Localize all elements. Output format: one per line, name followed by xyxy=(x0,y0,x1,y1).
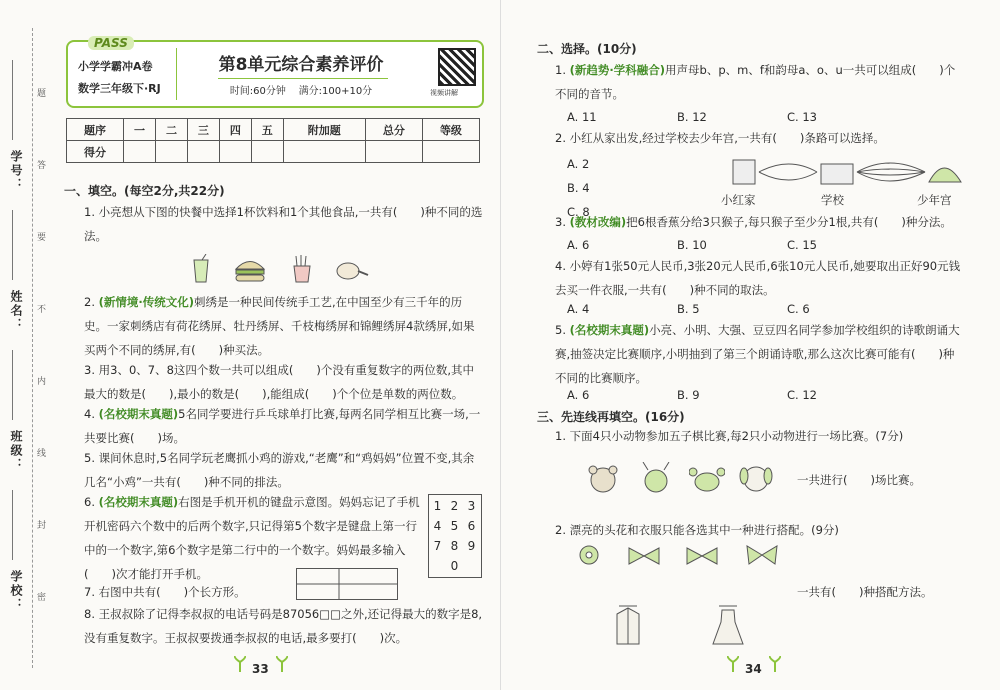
phone-keypad xyxy=(428,494,482,578)
flower-hairpin-icon xyxy=(575,544,603,570)
burger-icon xyxy=(234,256,266,288)
exam-meta xyxy=(186,82,416,97)
choice-3-options xyxy=(567,238,907,252)
seal-char: 内 xyxy=(37,377,47,387)
question-tag: (名校期末真题) xyxy=(98,495,179,509)
keypad-key: 2 xyxy=(450,499,459,513)
option-a[interactable]: A. 11 xyxy=(567,110,597,124)
section-2-heading: 二、选择。(10分) xyxy=(537,42,637,56)
choice-2: 2. 小红从家出发,经过学校去少年宫,一共有( )条路可以选择。 xyxy=(555,131,885,145)
student-id-label: 学号： xyxy=(9,150,23,192)
time-limit: 时间:60分钟 xyxy=(229,86,286,97)
option-b[interactable]: B. 10 xyxy=(677,238,707,252)
question-2-text: 刺绣是一种民间传统手工艺,在中国至少有三千年的历史。一家刺绣店有荷花绣屏、牡丹绣屏、千枝梅绣屏和锦鲤绣屏4款绣屏,如果买两个不同的绣屏,有( )种买法。 xyxy=(84,295,475,357)
table-cell: 五 xyxy=(251,119,283,141)
question-1: 1. 小亮想从下图的快餐中选择1杯饮料和1个其他食品,一共有( )种不同的选法。 xyxy=(84,205,483,243)
grade-label: 数学三年级下·RJ xyxy=(78,82,161,95)
keypad-key: 9 xyxy=(467,539,476,553)
option-c[interactable]: C. 15 xyxy=(787,238,817,252)
keypad-key: 5 xyxy=(450,519,459,533)
question-6: 6. (名校期末真题)右图是手机开机的键盘示意图。妈妈忘记了手机开机密码六个数中的后两个数字,只记得第5个数字是键盘上第一行中的一个数字,第6个数字是第二行中的一个数字。妈妈最多输入( )次才能打开手机。 xyxy=(84,495,420,581)
score-table xyxy=(66,118,480,163)
keypad-key: 3 xyxy=(467,499,476,513)
school-field[interactable] xyxy=(12,490,13,560)
option-b[interactable]: B. 12 xyxy=(677,110,707,124)
qr-caption: 视频讲解 xyxy=(430,89,458,97)
option-c[interactable]: C. 13 xyxy=(787,110,817,124)
question-7: 7. 右图中共有( )个长方形。 xyxy=(84,585,246,599)
option-b[interactable]: B. 4 xyxy=(567,181,590,195)
link-2: 2. 漂亮的头花和衣服只能各选其中一种进行搭配。(9分) xyxy=(555,523,839,537)
option-a[interactable]: A. 6 xyxy=(567,238,590,252)
choice-5: 5. (名校期末真题)小亮、小明、大强、豆豆四名同学参加学校组织的诗歌朗诵大赛,抽签决定比赛顺序,小明抽到了第三个朗诵诗歌,那么这次比赛可能有( )种不同的比赛顺序。 xyxy=(555,323,960,385)
rectangle-figure xyxy=(296,568,398,600)
table-cell: 一 xyxy=(124,119,156,141)
question-tag: (名校期末真题) xyxy=(98,407,179,421)
name-label: 姓名： xyxy=(9,290,23,332)
table-cell: 二 xyxy=(155,119,187,141)
option-b[interactable]: B. 9 xyxy=(677,388,700,402)
seal-char: 封 xyxy=(37,521,47,531)
score-cell[interactable] xyxy=(219,141,251,163)
question-4-text: 5名同学要进行乒乓球单打比赛,每两名同学相互比赛一场,一共要比赛( )场。 xyxy=(84,407,481,445)
seal-char: 线 xyxy=(37,449,47,459)
right-page xyxy=(500,0,1000,690)
score-value-row xyxy=(67,141,480,163)
title-underline xyxy=(218,78,388,79)
seal-char: 答 xyxy=(37,161,47,171)
keypad-key: 8 xyxy=(450,539,459,553)
series-name: 小学学霸冲A卷 xyxy=(78,60,153,73)
school-label: 学校： xyxy=(9,570,23,612)
question-4: 4. (名校期末真题)5名同学要进行乒乓球单打比赛,每两名同学相互比赛一场,一共要比赛( )场。 xyxy=(84,407,481,445)
score-cell[interactable] xyxy=(155,141,187,163)
keypad-key: 4 xyxy=(433,519,442,533)
dog-icon xyxy=(739,462,773,498)
choice-3: 3. (教材改编)把6根香蕉分给3只猴子,每只猴子至少分1根,共有( )种分法。 xyxy=(555,215,952,229)
score-cell[interactable] xyxy=(283,141,365,163)
question-tag: (新趋势·学科融合) xyxy=(569,63,666,77)
question-tag: (教材改编) xyxy=(569,215,627,229)
choice-3-text: 把6根香蕉分给3只猴子,每只猴子至少分1根,共有( )种分法。 xyxy=(626,215,952,229)
map-label-palace: 少年宫 xyxy=(917,193,952,207)
table-cell: 三 xyxy=(187,119,219,141)
bow-hairpin-icon xyxy=(745,544,779,570)
student-id-field[interactable] xyxy=(12,60,13,140)
pass-logo: PASS xyxy=(88,36,134,50)
question-2: 2. (新情境·传统文化)刺绣是一种民间传统手工艺,在中国至少有三千年的历史。一家刺绣店有荷花绣屏、牡丹绣屏、千枝梅绣屏和锦鲤绣屏4款绣屏,如果买两个不同的绣屏,有( )种买法。 xyxy=(84,295,475,357)
fries-icon xyxy=(288,254,316,288)
choice-1: 1. (新趋势·学科融合)用声母b、p、m、f和韵母a、o、u一共可以组成( )个不同的音节。 xyxy=(555,63,956,101)
question-8: 8. 王叔叔除了记得李叔叔的电话号码是87056□□之外,还记得最大的数字是8,没有重复数字。王叔叔要拨通李叔叔的电话,最多要打( )次。 xyxy=(84,607,483,645)
link-2-answer: 一共有( )种搭配方法。 xyxy=(797,585,933,599)
chicken-leg-icon xyxy=(336,260,370,286)
option-c[interactable]: C. 6 xyxy=(787,302,810,316)
seal-char: 不 xyxy=(37,305,47,315)
header-divider xyxy=(176,48,177,100)
drink-icon xyxy=(186,254,216,288)
keypad-key: 1 xyxy=(433,499,442,513)
name-field[interactable] xyxy=(12,210,13,280)
choice-4-options xyxy=(567,302,907,316)
option-a[interactable]: A. 2 xyxy=(567,157,590,171)
table-cell: 得分 xyxy=(67,141,124,163)
crab-icon xyxy=(689,464,725,498)
table-cell: 总分 xyxy=(365,119,422,141)
seal-char: 题 xyxy=(37,89,47,99)
option-c[interactable]: C. 12 xyxy=(787,388,817,402)
option-c[interactable]: C. 8 xyxy=(567,205,590,219)
class-field[interactable] xyxy=(12,350,13,420)
choice-1-options xyxy=(567,110,907,124)
score-cell[interactable] xyxy=(124,141,156,163)
leaf-icon xyxy=(727,656,739,672)
table-cell: 等级 xyxy=(422,119,479,141)
option-b[interactable]: B. 5 xyxy=(677,302,700,316)
leaf-icon xyxy=(234,656,246,672)
table-cell: 四 xyxy=(219,119,251,141)
leaf-icon xyxy=(276,656,288,672)
keypad-key: 6 xyxy=(467,519,476,533)
score-cell[interactable] xyxy=(422,141,479,163)
question-3: 3. 用3、0、7、8这四个数一共可以组成( )个没有重复数字的两位数,其中最大的数是( ),最小的数是( ),能组成( )个个位是单数的两位数。 xyxy=(84,363,475,401)
keypad-key: 7 xyxy=(433,539,442,553)
section-3-heading: 三、先连线再填空。(16分) xyxy=(537,410,685,424)
keypad-key: 0 xyxy=(450,559,459,573)
table-cell: 附加题 xyxy=(283,119,365,141)
full-score: 满分:100+10分 xyxy=(298,86,373,97)
question-tag: (新情境·传统文化) xyxy=(98,295,195,309)
deer-icon xyxy=(639,462,673,498)
question-5: 5. 课间休息时,5名同学玩老鹰抓小鸡的游戏,“老鹰”和“鸡妈妈”位置不变,其余几名“小鸡”一共有( )种不同的排法。 xyxy=(84,451,475,489)
option-a[interactable]: A. 4 xyxy=(567,302,590,316)
seal-line xyxy=(32,28,33,668)
leaf-icon xyxy=(769,656,781,672)
binding-strip xyxy=(0,0,48,690)
choice-5-text: 小亮、小明、大强、豆豆四名同学参加学校组织的诗歌朗诵大赛,抽签决定比赛顺序,小明抽到了第三个朗诵诗歌,那么这次比赛可能有( )种不同的比赛顺序。 xyxy=(555,323,960,385)
choice-5-options xyxy=(567,388,907,402)
qr-code-icon[interactable] xyxy=(438,48,476,86)
dress-icon xyxy=(711,604,745,650)
section-1-heading: 一、填空。(每空2分,共22分) xyxy=(64,184,225,198)
seal-char: 要 xyxy=(37,233,47,243)
route-map xyxy=(729,154,979,194)
exam-header xyxy=(66,36,484,108)
bow-hairpin-icon xyxy=(627,546,661,570)
option-a[interactable]: A. 6 xyxy=(567,388,590,402)
page-number: 34 xyxy=(745,662,762,676)
page-number: 33 xyxy=(252,662,269,676)
question-6-text: 右图是手机开机的键盘示意图。妈妈忘记了手机开机密码六个数中的后两个数字,只记得第5个数字是键盘上第一行中的一个数字,第6个数字是第二行中的一个数字。妈妈最多输入( )次才能打开手机。 xyxy=(84,495,420,581)
map-label-home: 小红家 xyxy=(721,193,756,207)
bow-hairpin-icon xyxy=(685,546,719,570)
question-tag: (名校期末真题) xyxy=(569,323,650,337)
link-1-answer: 一共进行( )场比赛。 xyxy=(797,473,921,487)
map-label-school: 学校 xyxy=(821,193,844,207)
table-cell: 题序 xyxy=(67,119,124,141)
score-cell[interactable] xyxy=(251,141,283,163)
score-cell[interactable] xyxy=(187,141,219,163)
coat-icon xyxy=(611,604,645,650)
choice-4: 4. 小婷有1张50元人民币,3张20元人民币,6张10元人民币,她要取出正好90元钱去买一件衣服,一共有( )种不同的取法。 xyxy=(555,259,961,297)
class-label: 班级： xyxy=(9,430,23,472)
exam-title: 第8单元综合素养评价 xyxy=(218,55,384,75)
choice-1-text: 用声母b、p、m、f和韵母a、o、u一共可以组成( )个不同的音节。 xyxy=(555,63,956,101)
seal-char: 密 xyxy=(37,593,47,603)
link-1: 1. 下面4只小动物参加五子棋比赛,每2只小动物进行一场比赛。(7分) xyxy=(555,429,904,443)
bear-icon xyxy=(587,464,619,498)
score-cell[interactable] xyxy=(365,141,422,163)
score-header-row xyxy=(67,119,480,141)
